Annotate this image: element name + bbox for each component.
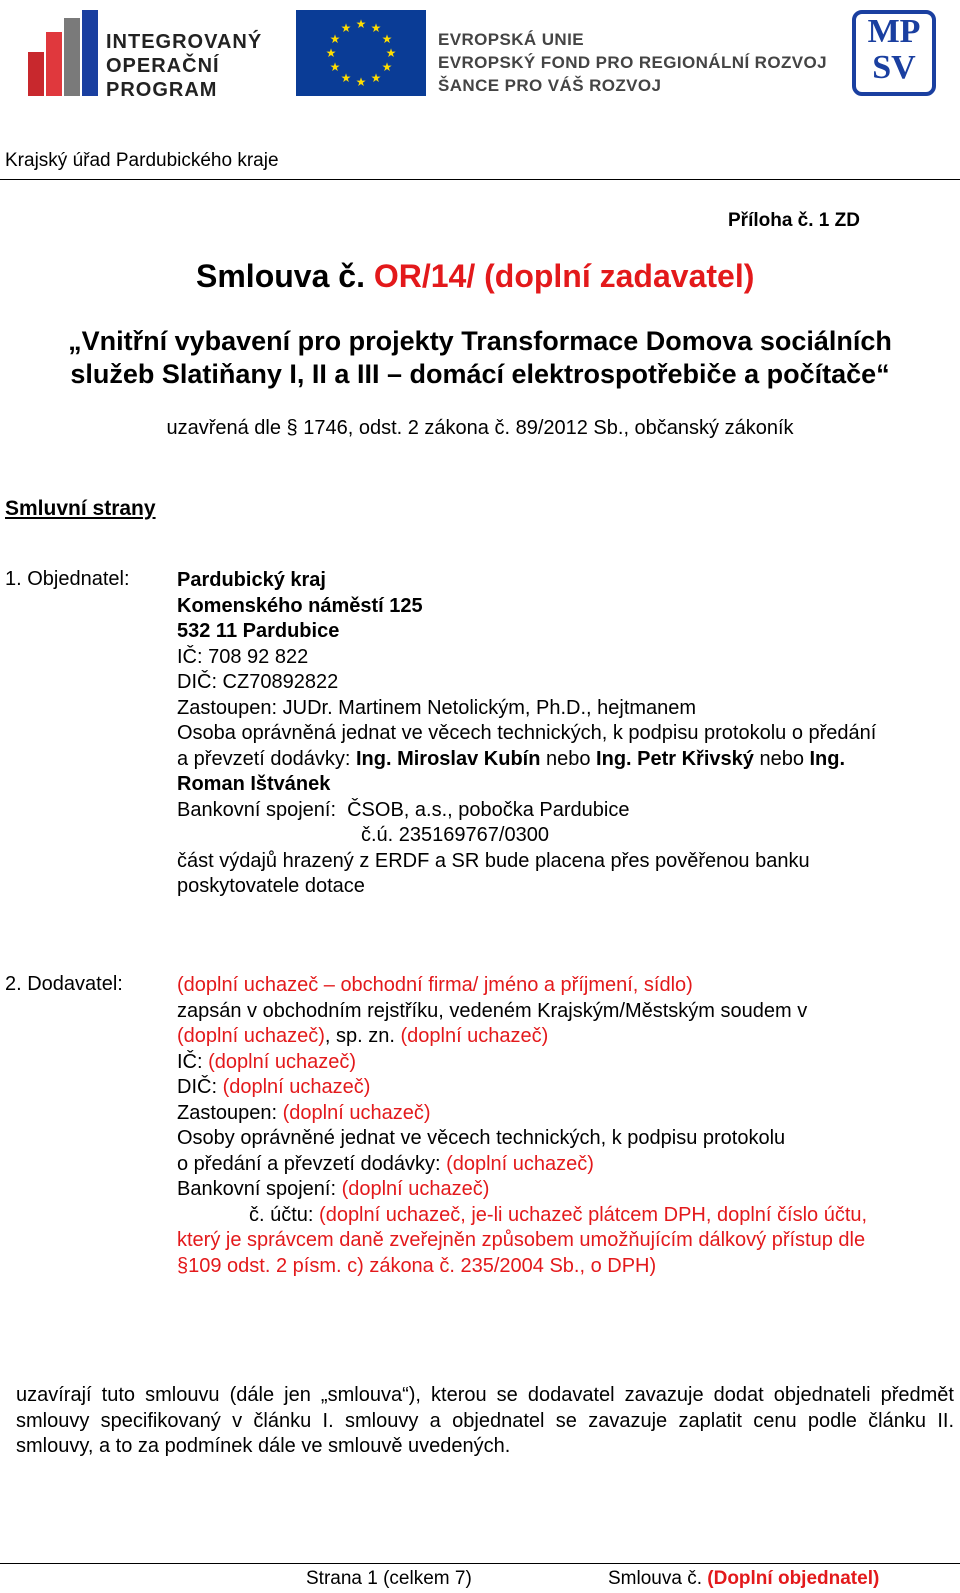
- client-represented: Zastoupen: JUDr. Martinem Netolickým, Ph.D., hejtmanem: [177, 696, 697, 719]
- iop-logo: [28, 10, 263, 101]
- office-name: Krajský úřad Pardubického kraje: [5, 150, 279, 171]
- auth-label: o předání a převzetí dodávky:: [177, 1152, 447, 1175]
- contract-title: [196, 258, 754, 295]
- client-dic: DIČ: CZ70892822: [177, 671, 339, 693]
- page-number: Strana 1 (celkem 7): [306, 1568, 472, 1589]
- supplier-label: 2. Dodavatel:: [5, 973, 123, 995]
- svg-text:★: ★: [325, 46, 337, 60]
- subject-line-2: služeb Slatiňany I, II a III – domácí elektrospotřebiče a počítače“: [70, 359, 890, 389]
- mpsv-logo: [852, 10, 936, 96]
- rep-label: Zastoupen:: [177, 1101, 283, 1124]
- svg-text:★: ★: [370, 71, 382, 85]
- footer-contract-placeholder: (Doplní objednatel): [707, 1568, 880, 1589]
- supplier-account: [177, 1203, 955, 1229]
- iop-line-1: INTEGROVANÝ: [106, 31, 263, 53]
- closing-paragraph: uzavírají tuto smlouvu (dále jen „smlouva“), kterou se dodavatel zavazuje dodat objednateli předmět smlouvy specifikovaný v článku I. smlouvy a objednatel se zavazuje zaplatit cenu podle článku II. smlouvy, a to za podmínek dále ve smlouvě uvedených.: [16, 1384, 954, 1457]
- dic-fill: (doplní uchazeč): [222, 1076, 371, 1098]
- parties-heading: Smluvní strany: [5, 497, 156, 520]
- subject-line-1: „Vnitřní vybavení pro projekty Transformace Domova sociálních: [68, 326, 892, 356]
- footer-contract: [608, 1568, 879, 1590]
- footer-divider: [0, 1563, 960, 1564]
- client-account: č.ú. 235169767/0300: [361, 824, 549, 846]
- ic-label: IČ:: [177, 1050, 209, 1073]
- svg-text:★: ★: [385, 46, 397, 60]
- rep-fill: (doplní uchazeč): [282, 1101, 431, 1124]
- auth-fill: (doplní uchazeč): [446, 1152, 594, 1175]
- or-2: nebo: [753, 747, 810, 770]
- supplier-auth-2: [177, 1152, 955, 1178]
- contract-title-prefix: Smlouva č.: [196, 258, 374, 294]
- register-court-fill: (doplní uchazeč): [177, 1025, 325, 1047]
- bank-label: Bankovní spojení:: [177, 798, 348, 821]
- person-istvanek: Roman Ištvánek: [177, 773, 331, 795]
- person-krivsky: Ing. Petr Křivský: [596, 747, 754, 770]
- footer-contract-prefix: Smlouva č.: [608, 1568, 708, 1589]
- eu-line-1: EVROPSKÁ UNIE: [438, 30, 584, 49]
- legal-basis: uzavřená dle § 1746, odst. 2 zákona č. 89/2012 Sb., občanský zákoník: [166, 417, 794, 439]
- svg-text:★: ★: [355, 75, 367, 89]
- supplier-name: (doplní uchazeč – obchodní firma/ jméno a příjmení, sídlo): [177, 974, 693, 996]
- mpsv-line-2: SV: [872, 49, 916, 86]
- supplier-register-1: zapsán v obchodním rejstříku, vedeném Krajským/Městským soudem v: [177, 999, 808, 1022]
- client-ic: IČ: 708 92 822: [177, 645, 309, 668]
- iop-line-2: OPERAČNÍ: [106, 55, 220, 77]
- account-fill-1: (doplní uchazeč, je-li uchazeč plátcem DPH, doplní číslo účtu,: [319, 1203, 868, 1226]
- eu-flag-icon: [296, 10, 426, 96]
- supplier-represented: [177, 1101, 955, 1127]
- contract-number-placeholder: OR/14/ (doplní zadavatel): [373, 258, 755, 294]
- eu-line-3: ŠANCE PRO VÁŠ ROZVOJ: [438, 76, 662, 95]
- eu-line-2: EVROPSKÝ FOND PRO REGIONÁLNÍ ROZVOJ: [438, 53, 827, 72]
- header-divider: [0, 179, 960, 180]
- supplier-dic: [177, 1075, 955, 1101]
- contract-subject: [0, 325, 960, 391]
- eu-text: [438, 28, 827, 97]
- person-kubin: Ing. Miroslav Kubín: [355, 747, 541, 770]
- client-authorized-intro: Osoba oprávněná jednat ve věcech technických, k podpisu protokolu o předání: [177, 722, 877, 744]
- svg-text:★: ★: [355, 17, 367, 31]
- register-mid: , sp. zn.: [324, 1025, 401, 1047]
- account-fill-2: který je správcem daně zveřejněn způsobem umožňujícím dálkový přístup dle: [177, 1229, 866, 1251]
- supplier-bank-label: Bankovní spojení:: [177, 1178, 342, 1200]
- mpsv-line-1: MP: [867, 13, 921, 50]
- supplier-auth-1: Osoby oprávněné jednat ve věcech technických, k podpisu protokolu: [177, 1127, 786, 1149]
- svg-text:★: ★: [340, 21, 352, 35]
- dic-label: DIČ:: [177, 1076, 223, 1098]
- annex-label: Příloha č. 1 ZD: [728, 210, 860, 231]
- svg-text:★: ★: [340, 71, 352, 85]
- account-fill-3: §109 odst. 2 písm. c) zákona č. 235/2004 Sb., o DPH): [177, 1254, 657, 1277]
- client-street: Komenského náměstí 125: [177, 594, 423, 617]
- svg-text:★: ★: [329, 32, 341, 46]
- supplier-register-2: [177, 1024, 955, 1050]
- client-name: Pardubický kraj: [177, 569, 326, 591]
- client-city: 532 11 Pardubice: [177, 620, 340, 642]
- register-file-fill: (doplní uchazeč): [400, 1025, 549, 1047]
- iop-line-3: PROGRAM: [106, 79, 218, 101]
- svg-text:★: ★: [329, 60, 341, 74]
- client-bank: [177, 798, 955, 824]
- ic-fill: (doplní uchazeč): [208, 1050, 356, 1073]
- supplier-bank: [177, 1177, 955, 1203]
- client-authorized-persons: [177, 747, 955, 773]
- supplier-block: [177, 973, 955, 1279]
- authorized-prefix: a převzetí dodávky:: [177, 747, 356, 770]
- svg-text:★: ★: [370, 21, 382, 35]
- supplier-bank-fill: (doplní uchazeč): [341, 1178, 490, 1200]
- account-label: č. účtu:: [249, 1203, 320, 1226]
- bank-name: ČSOB, a.s., pobočka Pardubice: [347, 798, 630, 821]
- person-istvanek-title: Ing.: [809, 747, 846, 770]
- erdf-line-1: část výdajů hrazený z ERDF a SR bude placena přes pověřenou banku: [177, 849, 810, 872]
- client-label: 1. Objednatel:: [5, 568, 130, 590]
- supplier-ic: [177, 1050, 955, 1076]
- svg-text:★: ★: [381, 60, 393, 74]
- client-block: [177, 568, 955, 900]
- svg-text:★: ★: [381, 32, 393, 46]
- or-1: nebo: [540, 747, 597, 770]
- erdf-line-2: poskytovatele dotace: [177, 875, 365, 897]
